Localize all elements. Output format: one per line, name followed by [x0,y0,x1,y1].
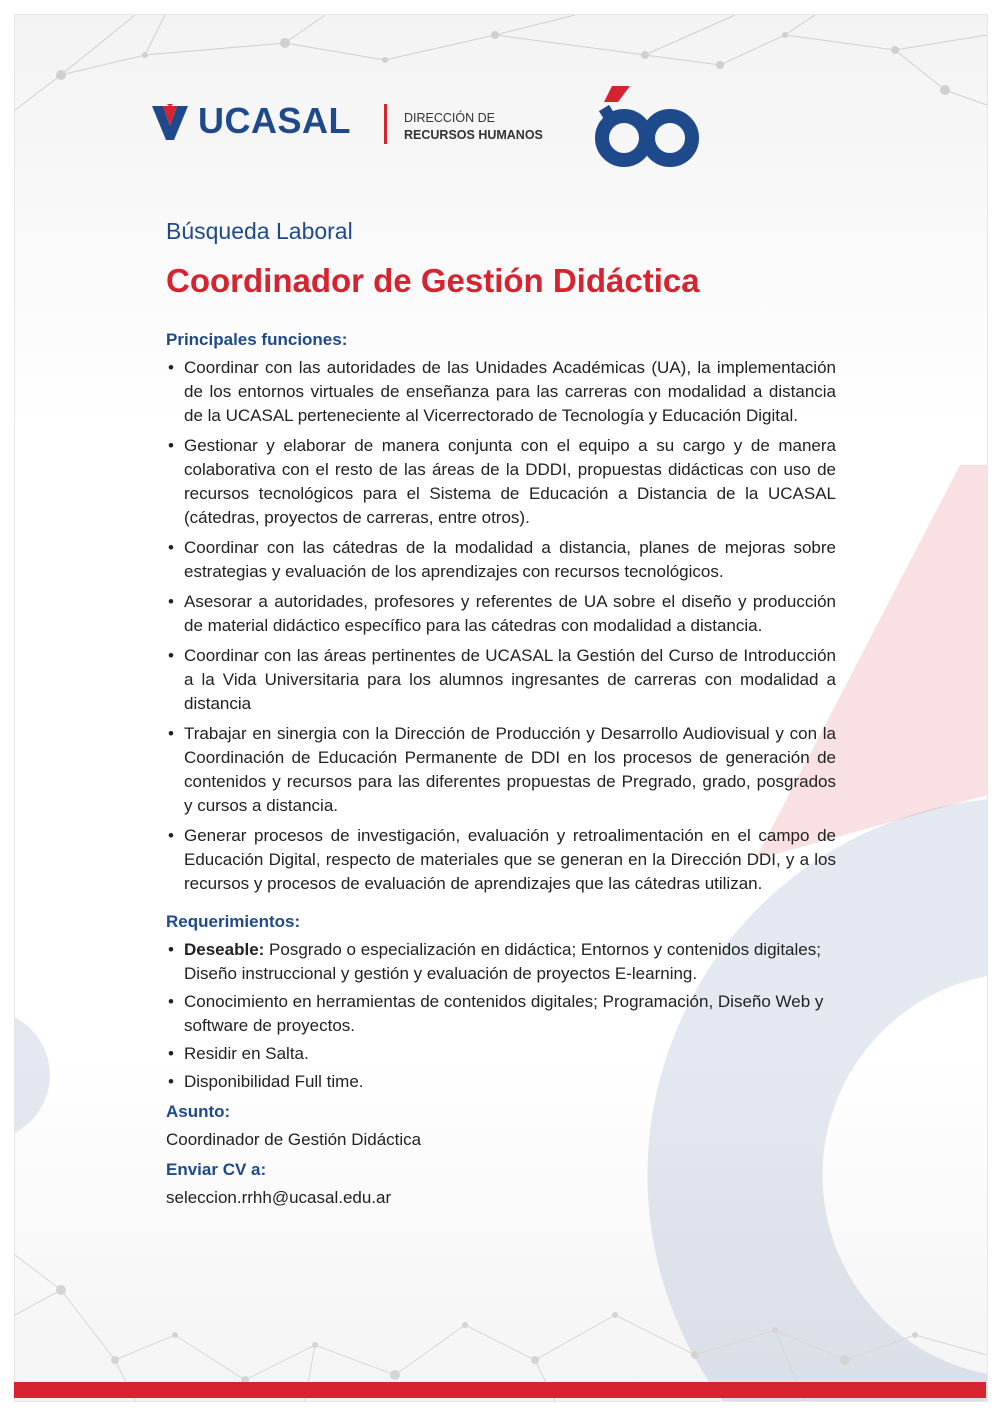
function-item: • Gestionar y elaborar de manera conjunta con el equipo a su cargo y de manera colaborativa con el resto de las áreas de la DDDI, propuestas didácticas con uso de recursos tecnológicos para el Sistema de Educación a Distancia de la UCASAL (cátedras, proyectos de carreras, entre otros). [166,434,836,530]
desirable-label: Deseable: [184,940,265,959]
header [152,80,712,170]
subject-value: Coordinador de Gestión Didáctica [166,1130,422,1149]
ucasal-logo-icon [152,104,188,140]
department-name [404,110,543,144]
email-address[interactable]: seleccion.rrhh@ucasal.edu.ar [166,1188,392,1207]
desirable-text: Posgrado o especialización en didáctica; Entornos y contenidos digitales; Diseño instruccional y gestión y evaluación de proyectos E-learning. [184,940,821,983]
requirements-list [166,938,836,1094]
function-item: • Trabajar en sinergia con la Dirección de Producción y Desarrollo Audiovisual y con la Coordinación de Educación Permanente de DDI en los procesos de generación de contenidos y recursos para las diferentes propuestas de Pregrado, grado, posgrados y cursos a distancia. [166,722,836,818]
department-line-1: DIRECCIÓN DE [404,111,495,125]
requirement-item: • Disponibilidad Full time. [166,1070,836,1094]
requirement-item: • Residir en Salta. [166,1042,836,1066]
function-item: • Generar procesos de investigación, evaluación y retroalimentación en el campo de Educación Digital, respecto de materiales que se generan en la Dirección DDI, y a los recursos y procesos de evaluación de aprendizajes que las cátedras utilizan. [166,824,836,896]
content [166,330,836,1218]
function-item: • Asesorar a autoridades, profesores y referentes de UA sobre el diseño y producción de material didáctico específico para las cátedras con modalidad a distancia. [166,590,836,638]
requirements-heading: Requerimientos: [166,912,301,931]
subtitle: Búsqueda Laboral [166,218,353,244]
function-item: • Coordinar con las cátedras de la modalidad a distancia, planes de mejoras sobre estrategias y evaluación de los aprendizajes con recursos tecnológicos. [166,536,836,584]
functions-list [166,356,836,896]
requirement-item: • Conocimiento en herramientas de contenidos digitales; Programación, Diseño Web y software de proyectos. [166,990,836,1038]
department-line-2: RECURSOS HUMANOS [404,128,543,142]
job-title: Coordinador de Gestión Didáctica [166,262,700,299]
function-item: • Coordinar con las áreas pertinentes de UCASAL la Gestión del Curso de Introducción a la Vida Universitaria para los alumnos ingresantes de carreras con modalidad a distancia [166,644,836,716]
logo-divider [384,104,387,144]
send-cv-heading: Enviar CV a: [166,1160,267,1179]
anniversary-60-logo [592,80,702,170]
subject-heading: Asunto: [166,1102,231,1121]
function-item: • Coordinar con las autoridades de las Unidades Académicas (UA), la implementación de los entornos virtuales de enseñanza para las carreras con modalidad a distancia de la UCASAL perteneciente al Vicerrectorado de Tecnología y Educación Digital. [166,356,836,428]
bottom-red-bar [14,1382,986,1398]
logo-text: UCASAL [198,100,351,141]
functions-heading: Principales funciones: [166,330,348,349]
requirement-item [166,938,836,986]
